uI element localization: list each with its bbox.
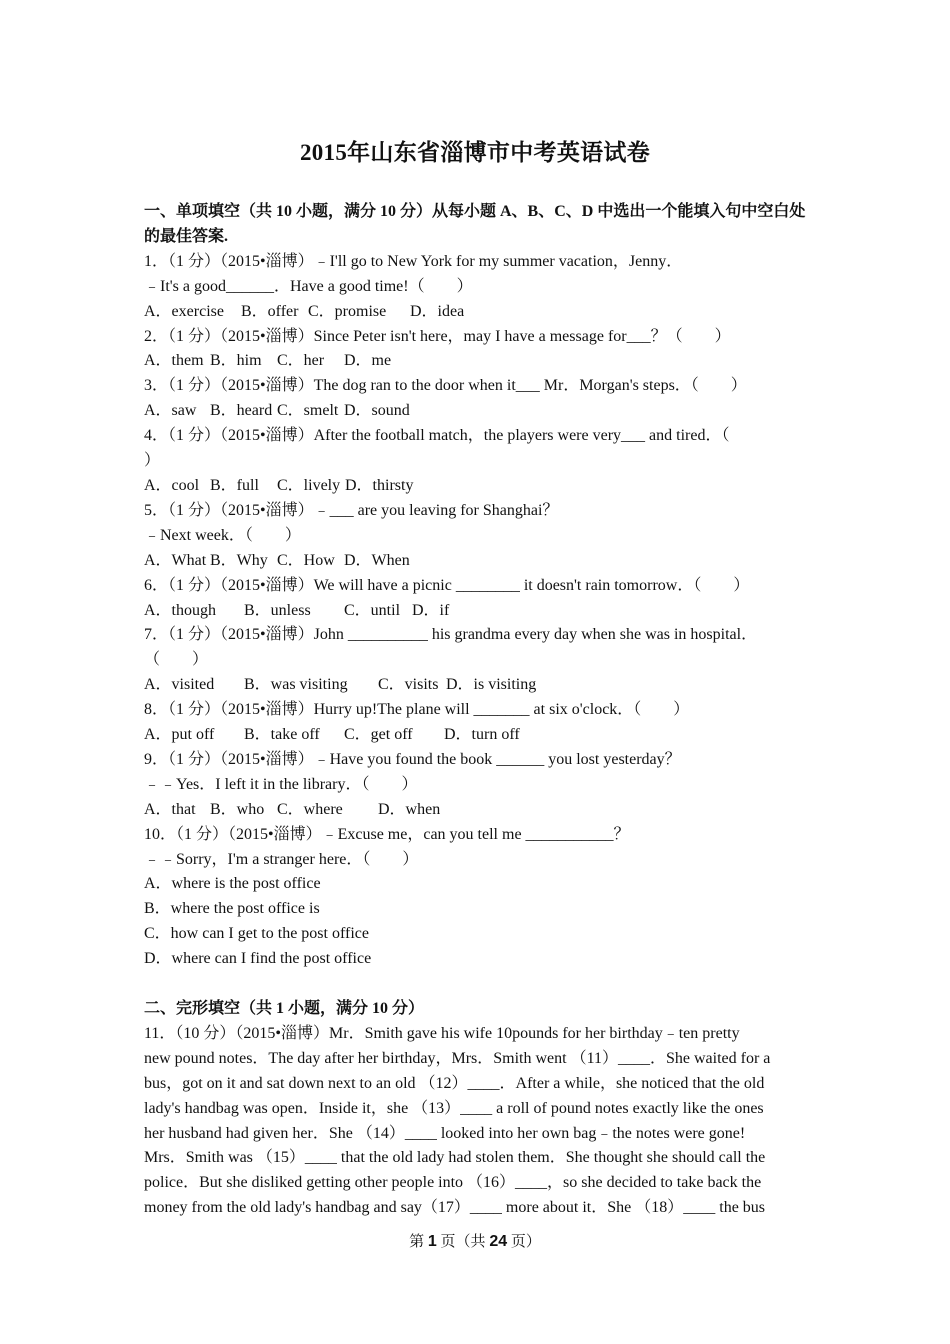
option-d[interactable]: D．thirsty xyxy=(345,476,414,494)
question-6 xyxy=(144,574,810,624)
passage-line: bus，got on it and sat down next to an old （12）____．After a while，she noticed that the old xyxy=(144,1074,765,1092)
question-stem: 7．（1 分）（2015•淄博）John __________ his grandma every day when she was in hospital． xyxy=(144,626,758,644)
question-4 xyxy=(144,424,810,499)
option-a[interactable]: A．exercise xyxy=(144,302,224,320)
question-stem: 10．（1 分）（2015•淄博）﹣Excuse me，can you tell me ___________？ xyxy=(144,825,630,843)
option-b[interactable]: B．him xyxy=(210,352,262,370)
page-number: 1 xyxy=(427,1233,437,1250)
options-row xyxy=(144,399,810,424)
question-stem: 3．（1 分）（2015•淄博）The dog ran to the door when it___ Mr．Morgan's steps．（ ） xyxy=(144,377,747,395)
question-stem-cont: ） xyxy=(144,452,161,470)
section1-heading-line2: 的最佳答案. xyxy=(144,227,229,245)
question-5 xyxy=(144,499,810,574)
passage-line: police．But she disliked getting other people into （16）____，so she decided to take back the xyxy=(144,1174,762,1192)
option-a[interactable]: A．saw xyxy=(144,402,197,420)
option-d[interactable]: D．When xyxy=(344,551,410,569)
option-b[interactable]: B．offer xyxy=(241,302,299,320)
question-stem-cont: ﹣It's a good______．Have a good time!（ ） xyxy=(144,277,473,295)
question-1 xyxy=(144,250,810,325)
option-c[interactable]: C．lively xyxy=(277,476,341,494)
section-gap xyxy=(144,972,810,997)
option-c[interactable]: C．where xyxy=(277,800,343,818)
option-d[interactable]: D．when xyxy=(378,800,441,818)
option-b[interactable]: B．full xyxy=(210,476,259,494)
question-10 xyxy=(144,823,810,972)
option-b[interactable]: B．was visiting xyxy=(244,676,348,694)
section1-heading xyxy=(144,200,810,250)
question-stem: 8．（1 分）（2015•淄博）Hurry up!The plane will _______ at six o'clock．（ ） xyxy=(144,701,690,719)
option-c[interactable]: C．get off xyxy=(344,726,413,744)
question-8 xyxy=(144,698,810,748)
option-c[interactable]: C．visits xyxy=(378,676,439,694)
option-a[interactable]: A．What xyxy=(144,551,207,569)
option-d[interactable]: D．sound xyxy=(344,402,410,420)
question-stem-cont: ﹣Next week．（ ） xyxy=(144,526,301,544)
question-2 xyxy=(144,325,810,375)
option-c[interactable]: C．how can I get to the post office xyxy=(144,925,369,943)
page-title: 2015年山东省淄博市中考英语试卷 xyxy=(299,140,651,165)
options-row xyxy=(144,723,810,748)
question-stem-cont: ﹣﹣Yes．I left it in the library．（ ） xyxy=(144,775,418,793)
question-9 xyxy=(144,748,810,823)
passage-line: lady's handbag was open．Inside it，she （13）____ a roll of pound notes exactly like the ones xyxy=(144,1099,764,1117)
option-b[interactable]: B．unless xyxy=(244,601,311,619)
question-stem: 9．（1 分）（2015•淄博）﹣Have you found the book ______ you lost yesterday？ xyxy=(144,750,681,768)
options-row xyxy=(144,349,810,374)
option-c[interactable]: C．smelt xyxy=(277,402,339,420)
option-a[interactable]: A．that xyxy=(144,800,196,818)
option-a[interactable]: A．them xyxy=(144,352,204,370)
option-d[interactable]: D．idea xyxy=(410,302,465,320)
option-a[interactable]: A．visited xyxy=(144,676,215,694)
option-d[interactable]: D．is visiting xyxy=(446,676,537,694)
option-c[interactable]: C．promise xyxy=(308,302,387,320)
question-stem-cont: （ ） xyxy=(144,651,209,669)
question-3 xyxy=(144,374,810,424)
question-stem: 5．（1 分）（2015•淄博）﹣___ are you leaving for Shanghai？ xyxy=(144,501,559,519)
question-7 xyxy=(144,623,810,698)
option-b[interactable]: B．take off xyxy=(244,726,320,744)
footer-suffix: 页） xyxy=(510,1234,541,1250)
option-b[interactable]: B．where the post office is xyxy=(144,900,320,918)
section1-heading-line1: 一、单项填空（共 10 小题，满分 10 分）从每小题 A、B、C、D 中选出一个能填入句中空白处 xyxy=(144,203,806,220)
footer-prefix: 第 xyxy=(409,1234,425,1250)
option-d[interactable]: D．if xyxy=(412,601,450,619)
options-row xyxy=(144,599,810,624)
option-d[interactable]: D．turn off xyxy=(444,726,520,744)
passage-line: 11．（10 分）（2015•淄博）Mr．Smith gave his wife 10pounds for her birthday﹣ten pretty xyxy=(144,1024,740,1042)
passage-line: new pound notes．The day after her birthday，Mrs．Smith went （11）____．She waited for a xyxy=(144,1049,771,1067)
total-pages: 24 xyxy=(489,1233,508,1250)
options-row xyxy=(144,549,810,574)
options-row xyxy=(144,474,810,499)
option-b[interactable]: B．Why xyxy=(210,551,268,569)
options-row xyxy=(144,300,810,325)
question-stem: 6．（1 分）（2015•淄博）We will have a picnic ________ it doesn't rain tomorrow．（ ） xyxy=(144,576,750,594)
option-b[interactable]: B．heard xyxy=(210,402,273,420)
option-c[interactable]: C．How xyxy=(277,551,335,569)
option-d[interactable]: D．where can I find the post office xyxy=(144,950,372,968)
question-stem: 4．（1 分）（2015•淄博）After the football match，the players were very___ and tired．（ xyxy=(144,427,730,445)
option-c[interactable]: C．her xyxy=(277,352,325,370)
options-row xyxy=(144,798,810,823)
question-stem: 2．（1 分）（2015•淄博）Since Peter isn't here，may I have a message for___？（ ） xyxy=(144,327,731,345)
option-b[interactable]: B．who xyxy=(210,800,265,818)
option-d[interactable]: D．me xyxy=(344,352,392,370)
section2-heading: 二、完形填空（共 1 小题，满分 10 分） xyxy=(144,999,425,1017)
exam-content xyxy=(144,200,810,1221)
passage-line: her husband had given her．She （14）____ looked into her own bag﹣the notes were gone! xyxy=(144,1124,746,1142)
option-a[interactable]: A．where is the post office xyxy=(144,875,321,893)
question-stem-cont: ﹣﹣Sorry，I'm a stranger here．（ ） xyxy=(144,850,419,868)
footer-middle: 页（共 xyxy=(440,1234,486,1250)
passage-line: Mrs．Smith was （15）____ that the old lady had stolen them．She thought she should call the xyxy=(144,1149,766,1167)
cloze-passage xyxy=(144,1022,810,1221)
passage-line: money from the old lady's handbag and say（17）____ more about it．She （18）____ the bus xyxy=(144,1199,766,1217)
option-a[interactable]: A．though xyxy=(144,601,217,619)
options-row xyxy=(144,673,810,698)
option-a[interactable]: A．cool xyxy=(144,476,200,494)
question-stem: 1．（1 分）（2015•淄博）﹣I'll go to New York for my summer vacation，Jenny． xyxy=(144,252,683,270)
option-c[interactable]: C．until xyxy=(344,601,401,619)
option-a[interactable]: A．put off xyxy=(144,726,215,744)
page-footer xyxy=(0,1230,950,1251)
